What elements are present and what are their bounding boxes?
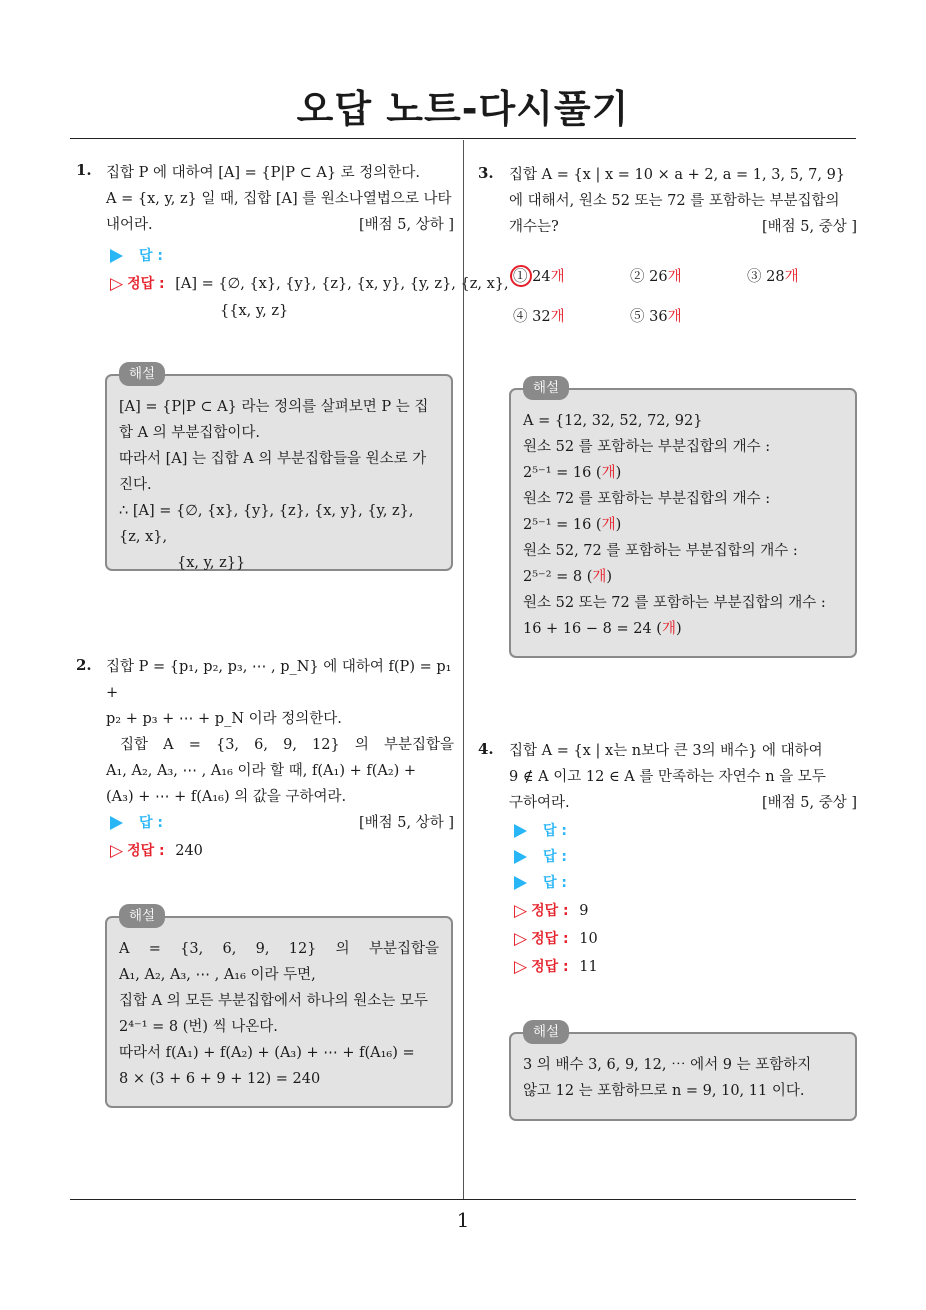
- solution-line: {x, y, z}}: [177, 555, 246, 571]
- correct-label: 정답 :: [127, 843, 165, 859]
- solution-line: ∴ [A] = {∅, {x}, {y}, {z}, {x, y}, {y, z}, {z, x},: [119, 503, 414, 545]
- problem-3-number: 3.: [478, 164, 494, 182]
- solution-line: 원소 52 를 포함하는 부분집합의 개수 :: [523, 439, 771, 455]
- solution-line: 않고 12 는 포함하므로 n = 9, 10, 11 이다.: [523, 1083, 805, 1099]
- choice-unit: 개: [550, 269, 565, 285]
- problem-4-correct-answer: 11: [579, 959, 598, 975]
- problem-1-line: 내어라.: [106, 217, 153, 233]
- problem-2-score: [배점 5, 상하 ]: [358, 815, 454, 831]
- problem-4-text: [509, 738, 857, 816]
- solution-line: A₁, A₂, A₃, ⋯ , A₁₆ 이라 두면,: [119, 967, 316, 983]
- problem-4-answer-row[interactable]: [514, 818, 567, 844]
- choice-value: 26: [649, 269, 668, 285]
- problem-2-solution-box: [105, 908, 453, 1108]
- choice-4[interactable]: [513, 306, 565, 328]
- solution-line: 원소 72 를 포함하는 부분집합의 개수 :: [523, 491, 771, 507]
- outline-triangle-icon: ▷: [514, 929, 528, 949]
- footer-rule: [70, 1199, 856, 1200]
- problem-3-last-line: [509, 214, 857, 240]
- choice-1[interactable]: [513, 266, 565, 288]
- problem-4-correct-answer: 9: [579, 903, 589, 919]
- choice-unit: 개: [667, 309, 682, 325]
- solution-line: 따라서 [A] 는 집합 A 의 부분집합들을 원소로 가: [119, 451, 427, 467]
- correct-label: 정답 :: [127, 276, 165, 292]
- problem-1-solution-box: [105, 366, 453, 571]
- choice-value: 28: [766, 269, 785, 285]
- problem-3-line: 개수는?: [509, 219, 559, 235]
- choice-2[interactable]: [630, 266, 682, 288]
- outline-triangle-icon: ▷: [514, 957, 528, 977]
- problem-4-score: [배점 5, 중상 ]: [761, 795, 857, 811]
- play-triangle-icon: [514, 876, 527, 890]
- solution-line: 합 A 의 부분집합이다.: [119, 425, 260, 441]
- problem-3-text: [509, 162, 857, 240]
- problem-2-correct-row: [110, 838, 203, 864]
- choice-unit: 개: [550, 309, 565, 325]
- problem-1-line: 집합 P 에 대하여 [A] = {P|P ⊂ A} 로 정의한다.: [106, 165, 420, 181]
- problem-3-solution-box: [509, 380, 857, 658]
- solution-line: 2⁴⁻¹ = 8 (번) 씩 나온다.: [119, 1019, 278, 1035]
- problem-1-score: [배점 5, 상하 ]: [358, 217, 454, 233]
- solution-line: 집합 A 의 모든 부분집합에서 하나의 원소는 모두: [119, 993, 428, 1009]
- solution-line: 16 + 16 − 8 = 24 (개): [523, 621, 682, 637]
- problem-4-last-line: [509, 790, 857, 816]
- choice-unit: 개: [667, 269, 682, 285]
- problem-4-answer-row[interactable]: [514, 844, 567, 870]
- correct-label: 정답 :: [531, 903, 569, 919]
- solution-line: A = {12, 32, 52, 72, 92}: [523, 413, 703, 429]
- answer-label: 답 :: [139, 815, 163, 831]
- problem-4-correct-row: [514, 954, 598, 980]
- header-rule: [70, 138, 856, 139]
- answer-label: 답 :: [543, 875, 567, 891]
- answer-label: 답 :: [543, 849, 567, 865]
- solution-line: 원소 52, 72 를 포함하는 부분집합의 개수 :: [523, 543, 798, 559]
- problem-1-correct-answer: [A] = {∅, {x}, {y}, {z}, {x, y}, {y, z}, {z, x},: [175, 276, 509, 292]
- solution-line: 따라서 f(A₁) + f(A₂) + (A₃) + ⋯ + f(A₁₆) =: [119, 1045, 415, 1061]
- problem-4-correct-row: [514, 926, 598, 952]
- problem-2-line: A₁, A₂, A₃, ⋯ , A₁₆ 이라 할 때, f(A₁) + f(A₂) +: [106, 763, 417, 779]
- solution-tag: 해설: [523, 376, 569, 400]
- choice-mark: ①: [513, 269, 528, 285]
- play-triangle-icon: [110, 249, 123, 263]
- solution-line: 2⁵⁻¹ = 16 (개): [523, 465, 622, 481]
- problem-3-line: 에 대해서, 원소 52 또는 72 를 포함하는 부분집합의: [509, 193, 840, 209]
- choice-value: 24: [532, 269, 551, 285]
- outline-triangle-icon: ▷: [110, 841, 124, 861]
- problem-2-line: (A₃) + ⋯ + f(A₁₆) 의 값을 구하여라.: [106, 789, 347, 805]
- solution-tag: 해설: [119, 362, 165, 386]
- play-triangle-icon: [110, 816, 123, 830]
- choice-mark: ③: [747, 269, 762, 285]
- column-divider: [463, 140, 464, 1200]
- choice-3[interactable]: [747, 266, 799, 288]
- choice-mark: ②: [630, 269, 645, 285]
- solution-line: 원소 52 또는 72 를 포함하는 부분집합의 개수 :: [523, 595, 826, 611]
- play-triangle-icon: [514, 824, 527, 838]
- choice-value: 32: [532, 309, 551, 325]
- problem-2-correct-answer: 240: [175, 843, 203, 859]
- outline-triangle-icon: ▷: [514, 901, 528, 921]
- solution-line: 진다.: [119, 477, 152, 493]
- problem-4-line: 집합 A = {x | x는 n보다 큰 3의 배수} 에 대하여: [509, 743, 823, 759]
- problem-4-correct-answer: 10: [579, 931, 598, 947]
- answer-label: 답 :: [139, 248, 163, 264]
- problem-4-solution-box: [509, 1024, 857, 1121]
- solution-line: A = {3, 6, 9, 12} 의 부분집합을: [119, 941, 439, 957]
- problem-4-answer-row[interactable]: [514, 870, 567, 896]
- problem-2-line: 집합 P = {p₁, p₂, p₃, ⋯ , p_N} 에 대하여 f(P) = p₁ +: [106, 659, 452, 701]
- problem-2-answer-row[interactable]: [110, 810, 163, 836]
- correct-label: 정답 :: [531, 959, 569, 975]
- solution-line: [A] = {P|P ⊂ A} 라는 정의를 살펴보면 P 는 집: [119, 399, 429, 415]
- page-number: 1: [456, 1208, 470, 1232]
- problem-4-correct-row: [514, 898, 588, 924]
- choice-5[interactable]: [630, 306, 682, 328]
- problem-4-line: 구하여라.: [509, 795, 570, 811]
- problem-3-score: [배점 5, 중상 ]: [761, 219, 857, 235]
- solution-tag: 해설: [523, 1020, 569, 1044]
- choice-mark: ④: [513, 309, 528, 325]
- problem-1-number: 1.: [76, 161, 92, 179]
- problem-4-number: 4.: [478, 740, 494, 758]
- answer-label: 답 :: [543, 823, 567, 839]
- problem-2-text: [106, 654, 454, 836]
- solution-line: 8 × (3 + 6 + 9 + 12) = 240: [119, 1071, 321, 1087]
- problem-1-text: [106, 160, 454, 238]
- problem-1-answer-row[interactable]: [110, 243, 163, 269]
- solution-tag: 해설: [119, 904, 165, 928]
- page-title: 오답 노트-다시풀기: [296, 87, 630, 131]
- correct-label: 정답 :: [531, 931, 569, 947]
- solution-line: 2⁵⁻² = 8 (개): [523, 569, 613, 585]
- problem-3-line: 집합 A = {x | x = 10 × a + 2, a = 1, 3, 5, 7, 9}: [509, 167, 846, 183]
- problem-4-line: 9 ∉ A 이고 12 ∈ A 를 만족하는 자연수 n 을 모두: [509, 769, 826, 785]
- choice-unit: 개: [784, 269, 799, 285]
- solution-line: 3 의 배수 3, 6, 9, 12, ⋯ 에서 9 는 포함하지: [523, 1057, 812, 1073]
- problem-2-number: 2.: [76, 656, 92, 674]
- problem-1-last-line: [106, 212, 454, 238]
- solution-line: 2⁵⁻¹ = 16 (개): [523, 517, 622, 533]
- outline-triangle-icon: ▷: [110, 274, 124, 294]
- problem-2-line: p₂ + p₃ + ⋯ + p_N 이라 정의한다.: [106, 711, 342, 727]
- choice-value: 36: [649, 309, 668, 325]
- problem-2-line: 집합 A = {3, 6, 9, 12} 의 부분집합을: [120, 737, 454, 753]
- problem-1-correct-answer-cont: {{x, y, z}: [220, 303, 289, 319]
- choice-mark: ⑤: [630, 309, 645, 325]
- play-triangle-icon: [514, 850, 527, 864]
- problem-1-correct-row: [110, 271, 509, 297]
- problem-1-line: A = {x, y, z} 일 때, 집합 [A] 를 원소나열법으로 나타: [106, 191, 452, 207]
